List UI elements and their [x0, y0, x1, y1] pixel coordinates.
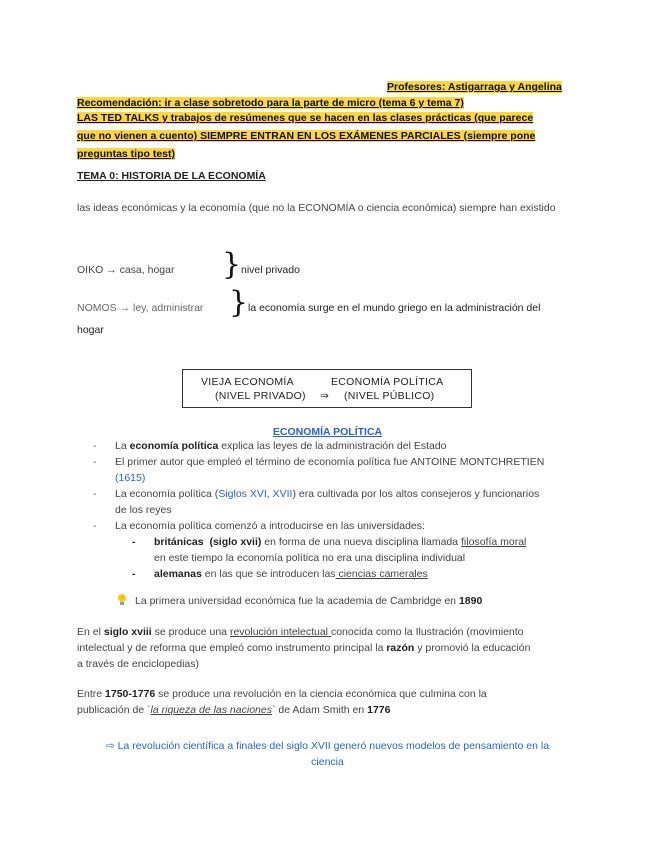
footer-note-line1: La revolución científica a finales del siglo XVII generó nuevos modelos de pensamiento en la [114, 740, 550, 752]
bullet-text: La economía política comenzó a introducirse en las universidades: [115, 520, 425, 532]
nomos-note-line2: hogar [77, 324, 104, 336]
sub-list-item [90, 534, 580, 566]
box-right-title: ECONOMÍA POLÍTICA [331, 376, 444, 388]
ilustracion-century: siglo xviii [103, 626, 152, 638]
sub-bullet-underlined: ciencias camerales [335, 568, 428, 580]
bullet-text: El primer autor que empleó el término de economía política fue ANTOINE MONTCHRETIEN [115, 456, 545, 468]
sub-bullet-paren: ) [257, 536, 262, 548]
tema-title: TEMA 0: HISTORIA DE LA ECONOMÍA [77, 170, 266, 182]
revolucion-book-title: la riqueza de las naciones [150, 704, 272, 716]
bullet-text: explica las leyes de la administración del Estado [218, 440, 447, 452]
arrow-right-icon: ⇨ [105, 740, 115, 752]
ted-line-3: preguntas tipo test) [77, 148, 176, 160]
nomos-brace: } [229, 285, 249, 320]
bullet-year: (1615) [115, 472, 146, 484]
professors-text: Profesores: Astigarraga y Angelina [387, 81, 562, 93]
ted-line-1: LAS TED TALKS y trabajos de resúmenes que se hacen en las clases prácticas (que parece [77, 112, 534, 124]
box-right-subtitle: (NIVEL PÚBLICO) [344, 390, 435, 402]
ilustracion-text: se produce una [151, 626, 230, 638]
ted-talks-note [77, 108, 587, 162]
sub-bullet-bold: británicas [154, 536, 204, 548]
sub-bullet-century: siglo xvii [212, 536, 258, 548]
sub-bullet-bold: alemanas [154, 568, 202, 580]
ilustracion-paragraph [77, 624, 579, 672]
sub-list-item [90, 566, 580, 582]
revolucion-paragraph [77, 686, 579, 718]
revolucion-year: 1776 [367, 704, 391, 716]
revolucion-years: 1750-1776 [105, 688, 156, 700]
revolucion-text: se produce una revolución en la ciencia económica que culmina con la [155, 688, 487, 700]
economia-politica-list [90, 438, 580, 582]
list-item [90, 518, 580, 534]
bullet-dash: - [93, 440, 97, 452]
intro-paragraph: las ideas económicas y la economía (que no la ECONOMÍA o ciencia económica) siempre han existido [77, 202, 556, 214]
cambridge-text: La primera universidad económica fue la academia de Cambridge en [135, 595, 459, 607]
footer-note-line2: ciencia [311, 756, 344, 768]
revolucion-text: Entre [77, 688, 106, 700]
sub-bullet-underlined: filosofía moral [461, 536, 527, 548]
sub-bullet-text: en forma de una nueva disciplina llamada [261, 536, 462, 548]
bullet-text: La [115, 440, 130, 452]
bullet-bold: economía política [129, 440, 219, 452]
ilustracion-razon: razón [386, 642, 415, 654]
bullet-dash: - [93, 488, 97, 500]
cambridge-year: 1890 [458, 595, 483, 607]
bullet-dash: - [93, 520, 97, 532]
oiko-brace: } [222, 247, 242, 282]
scientific-revolution-note [0, 738, 655, 770]
ilustracion-text: a través de enciclopedias) [77, 658, 199, 670]
list-item [90, 438, 580, 454]
sub-bullet-paren: ( [209, 536, 213, 548]
bullet-dash: - [93, 456, 97, 468]
nomos-note-line1: la economía surge en el mundo griego en la administración del [248, 302, 541, 314]
box-arrow: ⇒ [320, 390, 330, 402]
ilustracion-text: conocida como la Ilustración (movimiento [330, 626, 524, 638]
cambridge-note [117, 593, 482, 609]
sub-bullet-text: en este tiempo la economía política no era una disciplina individual [154, 552, 466, 564]
ilustracion-text: intelectual y de reforma que empleó como instrumento principal la [77, 642, 387, 654]
recommendation-text: Recomendación: ir a clase sobretodo para la parte de micro (tema 6 y tema 7) [77, 97, 464, 109]
economia-politica-heading: ECONOMÍA POLÍTICA [272, 426, 383, 438]
bullet-text: ) era cultivada por los altos consejeros y funcionarios [292, 488, 540, 500]
revolucion-text: ` de Adam Smith en [271, 704, 368, 716]
economy-comparison-box [182, 369, 472, 408]
revolucion-text: publicación de ` [77, 704, 151, 716]
ilustracion-text: y promovió la educación [414, 642, 531, 654]
ilustracion-underlined: revolución intelectual [229, 626, 331, 638]
bullet-text: de los reyes [115, 504, 172, 516]
box-left-subtitle: (NIVEL PRIVADO) [215, 390, 306, 402]
list-item [90, 454, 580, 486]
ted-line-2: que no vienen a cuento) SIEMPRE ENTRAN EN LOS EXÁMENES PARCIALES (siempre pone [77, 130, 536, 142]
lightbulb-icon [117, 594, 127, 606]
list-item [90, 486, 580, 518]
sub-bullet-dash: - [132, 568, 136, 580]
sub-bullet-dash: - [132, 536, 136, 548]
bullet-text: La economía política ( [115, 488, 219, 500]
oiko-term: OIKO → casa, hogar [77, 264, 175, 276]
oiko-note: nivel privado [241, 264, 300, 276]
sub-bullet-text: en las que se introducen las [201, 568, 336, 580]
bullet-centuries: Siglos XVI, XVII [218, 488, 293, 500]
box-left-title: VIEJA ECONOMÍA [201, 376, 294, 388]
nomos-term: NOMOS → ley, administrar [77, 302, 204, 314]
ilustracion-text: En el [77, 626, 104, 638]
